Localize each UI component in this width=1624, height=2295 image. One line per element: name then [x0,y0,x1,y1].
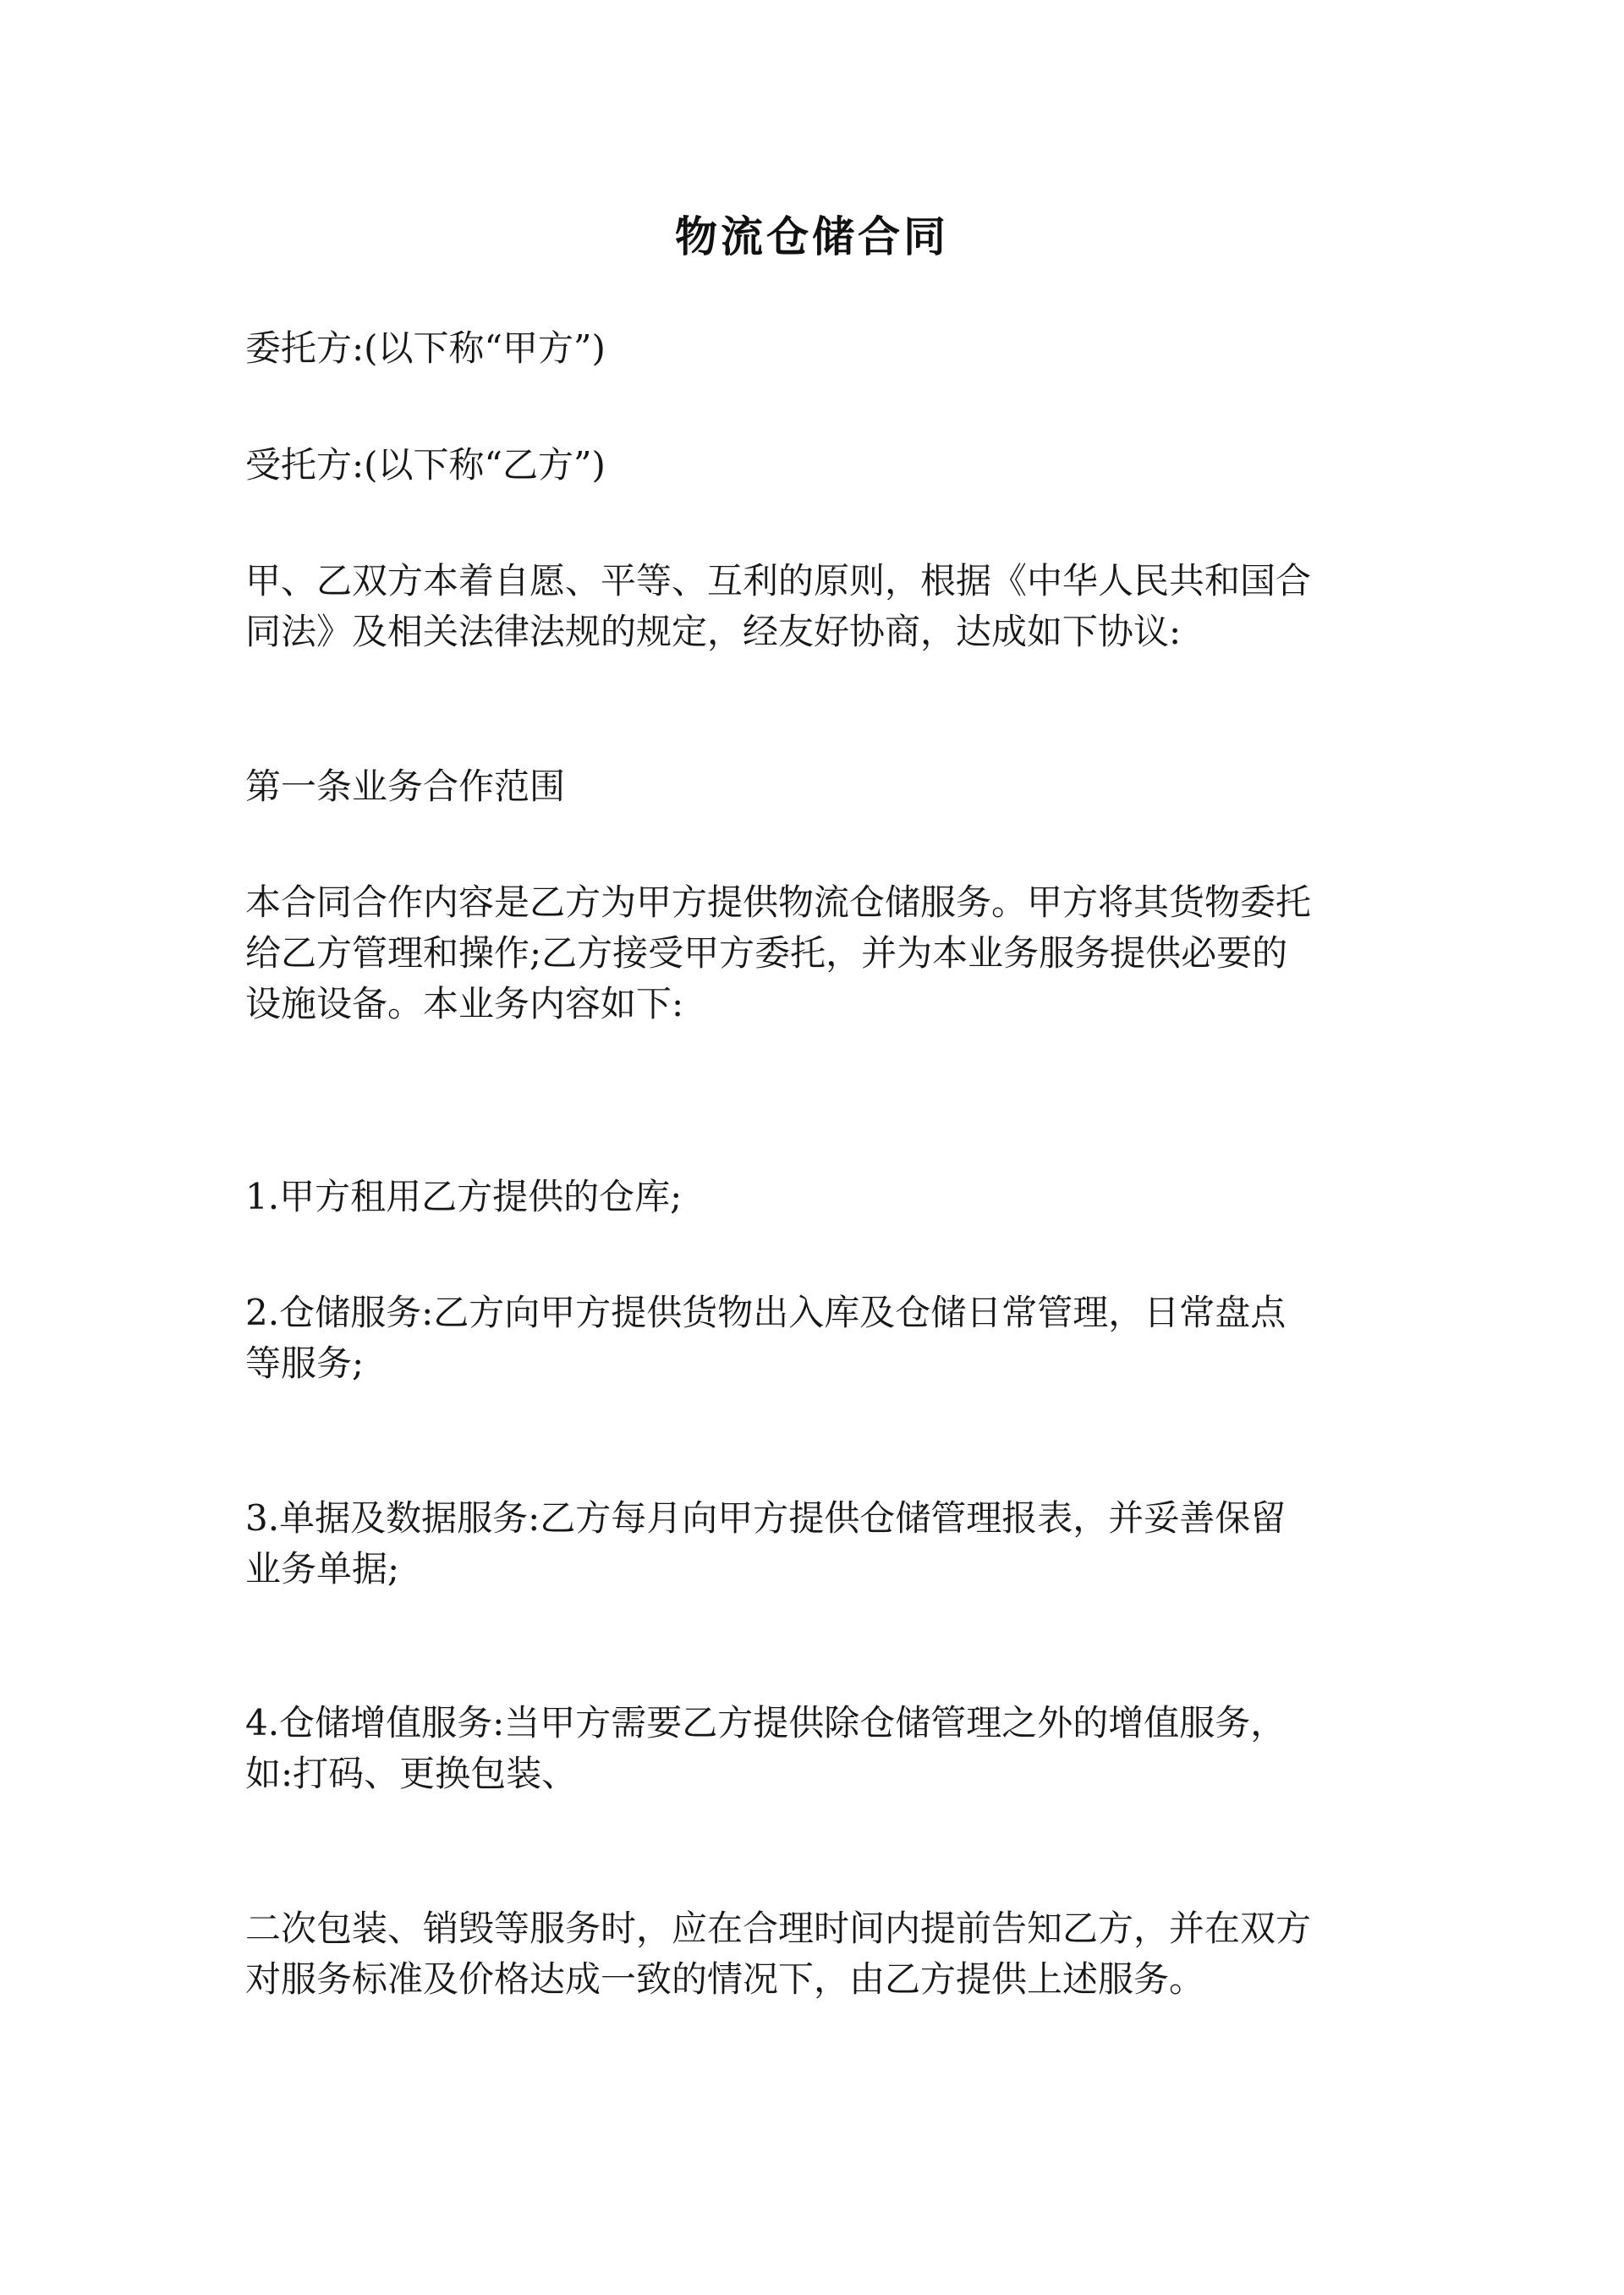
text-line: 业务单据; [245,1548,400,1589]
text-line: 3.单据及数据服务:乙方每月向甲方提供仓储管理报表，并妥善保留 [245,1497,1287,1539]
text-line: 对服务标准及价格达成一致的情况下，由乙方提供上述服务。 [245,1958,1205,2000]
text-line: 受托方:(以下称“乙方”) [245,444,606,486]
text-line: 2.仓储服务:乙方向甲方提供货物出入库及仓储日常管理，日常盘点 [245,1292,1287,1333]
text-line: 设施设备。本业务内容如下: [245,983,684,1024]
text-line: 第一条业务合作范围 [245,766,566,807]
text-line: 甲、乙双方本着自愿、平等、互利的原则，根据《中华人民共和国合 [245,560,1312,601]
text-line: 同法》及相关法律法规的规定，经友好协商，达成如下协议: [245,611,1182,652]
paragraph-preamble [245,556,1396,657]
list-item-1 [245,1172,1396,1222]
text-line: 本合同合作内容是乙方为甲方提供物流仓储服务。甲方将其货物委托 [245,881,1312,923]
text-line: 给乙方管理和操作;乙方接受甲方委托，并为本业务服务提供必要的 [245,932,1288,974]
document-title: 物流仓储合同 [675,211,949,261]
list-item-2 [245,1288,1396,1389]
list-item-3 [245,1493,1396,1595]
article-heading [245,761,1396,812]
paragraph-value-added-continued [245,1903,1396,2005]
text-line: 4.仓储增值服务:当甲方需要乙方提供除仓储管理之外的增值服务， [245,1702,1287,1743]
paragraph-entrusting-party [245,323,1396,374]
paragraph-trustee-party [245,440,1396,491]
text-line: 1.甲方租用乙方提供的仓库; [245,1176,683,1217]
text-line: 二次包装、销毁等服务时，应在合理时间内提前告知乙方，并在双方 [245,1908,1312,1949]
text-line: 等服务; [245,1342,365,1384]
list-item-4 [245,1698,1396,1799]
text-line: 如:打码、更换包装、 [245,1753,578,1794]
paragraph-scope [245,877,1396,1029]
text-line: 委托方:(以下称“甲方”) [245,327,606,369]
